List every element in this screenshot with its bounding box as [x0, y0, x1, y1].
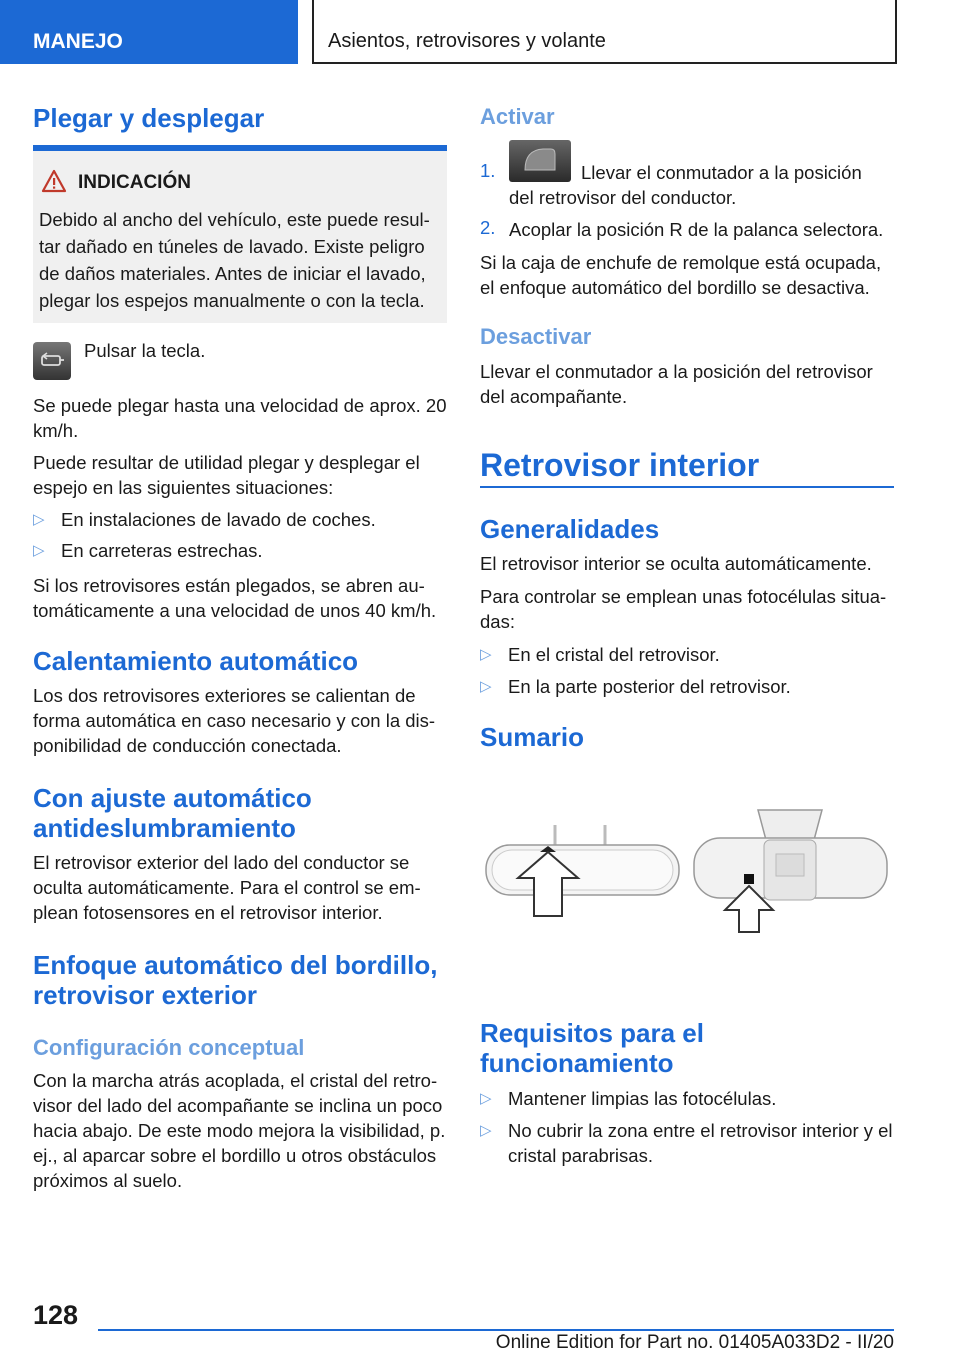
- heading-heating: Calentamiento automático: [33, 646, 359, 676]
- triangle-bullet-icon: ▷: [480, 646, 492, 663]
- triangle-bullet-icon: ▷: [480, 678, 492, 695]
- paragraph-unfold: Si los retrovisores están plegados, se abren automáticamente a una velocidad de unos 40 km/h.: [33, 575, 437, 621]
- triangle-bullet-icon: ▷: [480, 1122, 492, 1139]
- paragraph-general-1: El retrovisor interior se oculta automáticamente.: [480, 553, 872, 574]
- heading-activate: Activar: [480, 104, 555, 129]
- triangle-bullet-icon: ▷: [33, 511, 45, 528]
- interior-mirror-illustration: [480, 790, 894, 990]
- paragraph-speed: Se puede plegar hasta una velocidad de aprox. 20 km/h.: [33, 395, 447, 441]
- mirror-rear-view: [694, 810, 887, 932]
- notice-text: Debido al ancho del vehículo, este puede resultar dañado en túneles de lavado. Existe peligro de daños materiales. Antes de iniciar el lavado, plegar los espejos manualmente o con la tecla.: [39, 209, 430, 311]
- paragraph-heating: Los dos retrovisores exteriores se calientan de forma automática en caso necesario y con la disponibilidad de conducción conectada.: [33, 685, 436, 756]
- step-number: 1.: [480, 160, 496, 181]
- heading-rule: [480, 486, 894, 488]
- chapter-tab: [312, 0, 897, 64]
- section-title: MANEJO: [33, 30, 123, 53]
- mirror-front-view: [486, 825, 679, 916]
- paragraph-general-2: Para controlar se emplean unas fotocélulas situadas:: [480, 586, 887, 632]
- chapter-title: Asientos, retrovisores y volante: [328, 30, 606, 52]
- edition-text: Online Edition for Part no. 01405A033D2 - II/20: [495, 1332, 894, 1353]
- heading-summary: Sumario: [480, 722, 585, 752]
- fold-mirror-key-icon: [33, 342, 71, 380]
- step-text-1a: Llevar el conmutador a la posición: [581, 162, 862, 183]
- heading-curb: Enfoque automático del bordillo, retrovisor exterior: [33, 950, 438, 1010]
- heading-concept: Configuración conceptual: [33, 1035, 305, 1060]
- step-number: 2.: [480, 217, 496, 238]
- heading-dimming: Con ajuste automático antideslumbramiento: [33, 783, 312, 843]
- heading-deactivate: Desactivar: [480, 324, 592, 349]
- page-number: 128: [33, 1300, 79, 1330]
- triangle-bullet-icon: ▷: [480, 1090, 492, 1107]
- section-tab: [0, 0, 298, 64]
- triangle-bullet-icon: ▷: [33, 542, 45, 559]
- heading-fold: Plegar y desplegar: [33, 103, 265, 133]
- heading-general: Generalidades: [480, 514, 660, 544]
- press-key-text: Pulsar la tecla.: [84, 340, 206, 361]
- step-text-2: Acoplar la posición R de la palanca selectora.: [509, 219, 884, 240]
- paragraph-dimming: El retrovisor exterior del lado del conductor se oculta automáticamente. Para el control se emplean fotosensores en el retrovisor interior.: [33, 852, 421, 923]
- mirror-switch-icon: [509, 140, 571, 182]
- heading-interior-mirror: Retrovisor interior: [480, 447, 760, 483]
- paragraph-deactivate: Llevar el conmutador a la posición del retrovisor del acompañante.: [480, 361, 873, 407]
- step-text-1b: del retrovisor del conductor.: [509, 187, 737, 208]
- paragraph-situations: Puede resultar de utilidad plegar y desplegar el espejo en las siguientes situaciones:: [33, 452, 420, 498]
- notice-title: INDICACIÓN: [78, 172, 191, 193]
- notice-box: [33, 151, 447, 323]
- footer-rule: [98, 1329, 894, 1331]
- heading-requirements: Requisitos para el funcionamiento: [480, 1018, 704, 1078]
- paragraph-concept: Con la marcha atrás acoplada, el cristal del retrovisor del lado del acompañante se inclina un poco hacia abajo. De este modo mejora la visibilidad, p. ej., al aparcar sobre el bordillo u otros obstáculos próximos al suelo.: [33, 1070, 446, 1191]
- warning-icon: [41, 169, 67, 193]
- paragraph-trailer: Si la caja de enchufe de remolque está ocupada, el enfoque automático del bordillo se desactiva.: [480, 252, 882, 298]
